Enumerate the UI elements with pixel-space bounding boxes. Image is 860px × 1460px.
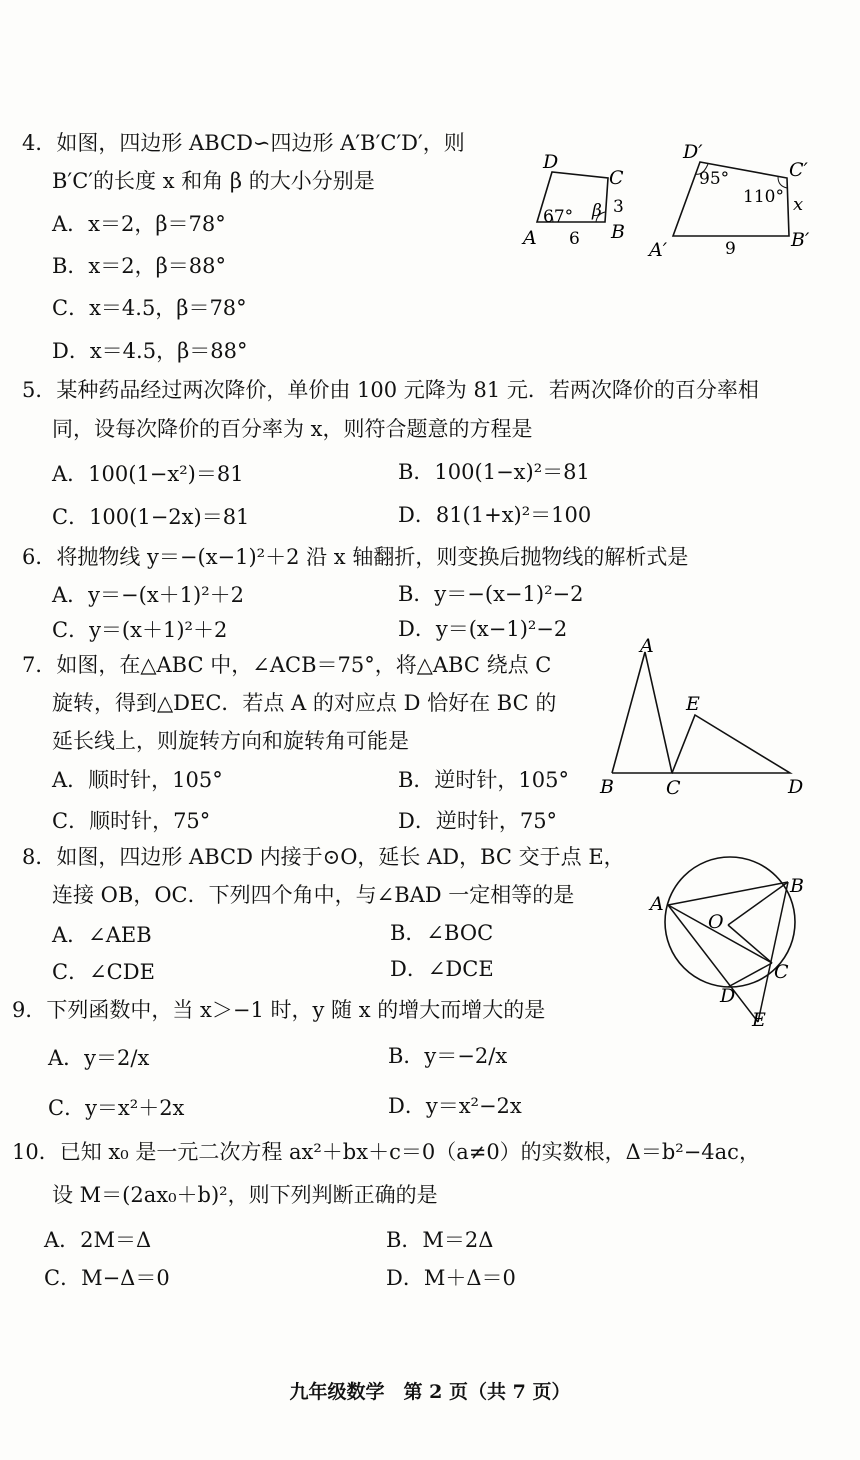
q7-label-b: B: [600, 776, 614, 798]
q7-option-b: B．逆时针，105°: [398, 768, 570, 792]
q6-option-b: B．y＝−(x−1)²−2: [398, 582, 584, 606]
q8-label-a: A: [650, 893, 664, 915]
small-side-ab: 6: [569, 229, 580, 249]
q5-line-1: 5．某种药品经过两次降价，单价由 100 元降为 81 元．若两次降价的百分率相: [22, 378, 759, 402]
q8-option-b: B．∠BOC: [390, 921, 494, 945]
q7-line-1: 7．如图，在△ABC 中，∠ACB＝75°，将△ABC 绕点 C: [22, 653, 552, 677]
q8-label-c: C: [774, 961, 789, 983]
q10-option-a: A．2M＝Δ: [44, 1228, 152, 1252]
small-label-b: B: [611, 221, 625, 243]
small-label-c: C: [609, 167, 624, 189]
q5-option-d: D．81(1+x)²＝100: [398, 503, 592, 527]
q9-option-d: D．y＝x²−2x: [388, 1094, 522, 1118]
small-angle-a: 67°: [543, 207, 574, 227]
q4-option-c: C．x＝4.5，β＝78°: [52, 296, 247, 320]
large-label-c: C′: [789, 159, 808, 181]
q6-option-d: D．y＝(x−1)²−2: [398, 617, 568, 641]
small-label-a: A: [523, 227, 537, 249]
q8-label-b: B: [790, 875, 804, 897]
q6-option-a: A．y＝−(x＋1)²＋2: [52, 583, 244, 607]
large-angle-c: 110°: [743, 187, 784, 207]
large-label-b: B′: [791, 229, 810, 251]
q8-label-d: D: [720, 985, 736, 1007]
q7-label-c: C: [666, 777, 681, 799]
q7-option-c: C．顺时针，75°: [52, 809, 211, 833]
q9-option-a: A．y＝2/x: [48, 1046, 150, 1070]
q4-line-1: 4．如图，四边形 ABCD∽四边形 A′B′C′D′，则: [22, 131, 465, 155]
q7-line-3: 延长线上，则旋转方向和旋转角可能是: [52, 729, 409, 753]
q5-option-b: B．100(1−x)²＝81: [398, 460, 590, 484]
large-label-d: D′: [683, 141, 703, 163]
triangle-dec: [672, 715, 790, 773]
q9-option-c: C．y＝x²＋2x: [48, 1096, 185, 1120]
q8-label-o: O: [708, 911, 724, 933]
q8-line-1: 8．如图，四边形 ABCD 内接于⊙O，延长 AD，BC 交于点 E，: [22, 845, 625, 869]
q8-option-c: C．∠CDE: [52, 960, 155, 984]
small-side-bc: 3: [613, 197, 624, 217]
q7-label-a: A: [640, 635, 654, 657]
q7-label-e: E: [686, 693, 700, 715]
q10-option-c: C．M−Δ＝0: [44, 1266, 170, 1290]
q8-label-e: E: [752, 1009, 766, 1031]
q10-option-b: B．M＝2Δ: [386, 1228, 494, 1252]
large-side-ab: 9: [725, 239, 736, 259]
q4-option-b: B．x＝2，β＝88°: [52, 254, 226, 278]
q9-option-b: B．y＝−2/x: [388, 1044, 508, 1068]
q9-line-1: 9．下列函数中，当 x＞−1 时，y 随 x 的增大而增大的是: [12, 998, 546, 1022]
q10-option-d: D．M＋Δ＝0: [386, 1266, 516, 1290]
q6-line-1: 6．将抛物线 y＝−(x−1)²＋2 沿 x 轴翻折，则变换后抛物线的解析式是: [22, 545, 689, 569]
q4-quadrilateral-figure: [515, 140, 850, 270]
q8-line-2: 连接 OB，OC．下列四个角中，与∠BAD 一定相等的是: [52, 883, 575, 907]
q6-option-c: C．y＝(x＋1)²＋2: [52, 618, 228, 642]
page-footer: 九年级数学 第 2 页（共 7 页）: [289, 1381, 571, 1403]
q4-option-a: A．x＝2，β＝78°: [52, 212, 226, 236]
q7-label-d: D: [788, 776, 804, 798]
q8-option-d: D．∠DCE: [390, 957, 494, 981]
q8-circle-figure: [640, 850, 820, 1035]
q7-line-2: 旋转，得到△DEC．若点 A 的对应点 D 恰好在 BC 的: [52, 691, 557, 715]
triangle-abc: [612, 652, 672, 773]
q7-option-a: A．顺时针，105°: [52, 768, 223, 792]
small-label-d: D: [543, 151, 559, 173]
large-side-bc: x: [793, 194, 804, 215]
q8-option-a: A．∠AEB: [52, 923, 152, 947]
q5-option-c: C．100(1−2x)＝81: [52, 505, 250, 529]
q4-line-2: B′C′的长度 x 和角 β 的大小分别是: [52, 169, 375, 193]
q5-line-2: 同，设每次降价的百分率为 x，则符合题意的方程是: [52, 417, 533, 441]
q7-triangle-figure: [590, 630, 820, 805]
large-angle-d: 95°: [699, 169, 730, 189]
q4-option-d: D．x＝4.5，β＝88°: [52, 339, 248, 363]
small-angle-beta: β: [592, 201, 602, 221]
large-label-a: A′: [649, 239, 668, 261]
q10-line-1: 10．已知 x₀ 是一元二次方程 ax²＋bx＋c＝0（a≠0）的实数根，Δ＝b²−4ac，: [12, 1140, 760, 1164]
q10-line-2: 设 M＝(2ax₀＋b)²，则下列判断正确的是: [52, 1183, 438, 1207]
q7-option-d: D．逆时针，75°: [398, 809, 558, 833]
q5-option-a: A．100(1−x²)＝81: [52, 462, 244, 486]
